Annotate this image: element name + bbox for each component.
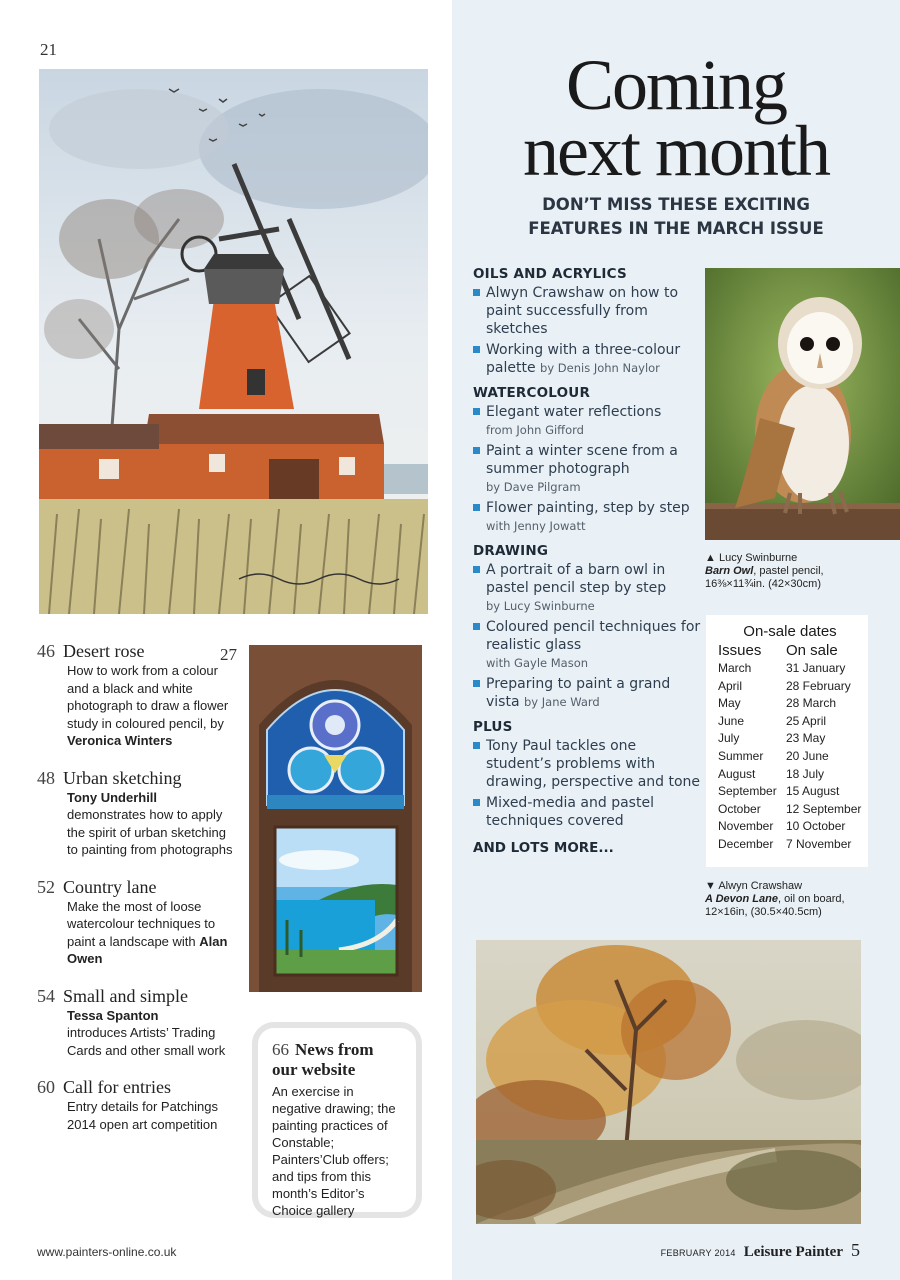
article-item[interactable] bbox=[37, 876, 237, 968]
footer-url[interactable]: www.painters-online.co.uk bbox=[37, 1245, 177, 1259]
feature-item[interactable] bbox=[473, 675, 701, 711]
feature-byline: by Jane Ward bbox=[524, 695, 600, 709]
caption-artist: Alwyn Crawshaw bbox=[718, 880, 803, 892]
issue-cell: August bbox=[718, 766, 756, 781]
table-row bbox=[718, 748, 862, 766]
feature-item[interactable] bbox=[473, 561, 701, 615]
table-row bbox=[718, 818, 862, 836]
article-item[interactable] bbox=[37, 640, 237, 750]
page-subtitle bbox=[452, 193, 900, 241]
article-desc: How to work from a colour and a black and white photograph to draw a flower study in coloured pencil, by bbox=[67, 663, 229, 731]
article-title: Urban sketching bbox=[63, 767, 182, 788]
feature-text: Preparing to paint a grand vista bbox=[486, 676, 671, 710]
caption-details: , pastel pencil, bbox=[753, 565, 824, 577]
table-row bbox=[718, 713, 862, 731]
feature-item[interactable] bbox=[473, 403, 701, 439]
caption-details: , oil on board, bbox=[777, 893, 845, 905]
issue-cell: March bbox=[718, 661, 752, 675]
feature-text: Mixed-media and pastel techniques covered bbox=[486, 795, 654, 829]
issue-cell: Summer bbox=[718, 748, 764, 763]
on-sale-dates-box bbox=[706, 615, 868, 867]
feature-text: A portrait of a barn owl in pastel pencil step by step bbox=[486, 562, 667, 596]
feature-item[interactable] bbox=[473, 341, 701, 377]
article-desc: Make the most of loose watercolour techniques to paint a landscape with bbox=[67, 898, 216, 949]
article-page-number: 48 bbox=[37, 767, 55, 788]
feature-byline: by Dave Pilgram bbox=[486, 480, 581, 494]
subtitle-line-1: DON’T MISS THESE EXCITING bbox=[542, 195, 810, 214]
table-row bbox=[718, 695, 862, 713]
issue-cell: December bbox=[718, 836, 774, 851]
and-more-text: AND LOTS MORE... bbox=[473, 840, 614, 856]
issue-cell: April bbox=[718, 678, 743, 693]
date-cell: 15 August bbox=[786, 784, 840, 799]
news-box[interactable] bbox=[252, 1022, 422, 1218]
feature-item[interactable] bbox=[473, 284, 701, 338]
stained-glass-painting bbox=[249, 645, 422, 992]
date-cell: 7 November bbox=[786, 836, 852, 851]
article-title: Call for entries bbox=[63, 1077, 171, 1097]
table-row bbox=[718, 783, 862, 801]
table-row bbox=[718, 730, 862, 748]
date-cell: 10 October bbox=[786, 819, 846, 834]
article-page-number: 52 bbox=[37, 876, 55, 897]
date-cell: 28 March bbox=[786, 696, 837, 711]
article-page-number: 46 bbox=[37, 641, 55, 661]
article-page-number: 54 bbox=[37, 985, 55, 1006]
article-list bbox=[37, 640, 237, 1150]
on-sale-title: On-sale dates bbox=[743, 623, 837, 640]
article-desc: introduces Artists’ Trading Cards and other small work bbox=[67, 1025, 226, 1058]
news-title: News from our website bbox=[272, 1040, 374, 1079]
feature-text: Alwyn Crawshaw on how to paint successfully from sketches bbox=[486, 285, 679, 337]
article-item[interactable] bbox=[37, 985, 237, 1060]
feature-text: Elegant water reflections bbox=[486, 404, 662, 420]
feature-text: Coloured pencil techniques for realistic glass bbox=[486, 619, 701, 653]
feature-byline: from John Gifford bbox=[486, 423, 584, 437]
page-ref-windmill: 21 bbox=[40, 40, 57, 59]
caption-marker: ▼ bbox=[705, 880, 716, 892]
subtitle-line-2: FEATURES IN THE MARCH ISSUE bbox=[528, 219, 824, 238]
article-title: Small and simple bbox=[63, 985, 188, 1006]
feature-item[interactable] bbox=[473, 737, 701, 791]
date-cell: 25 April bbox=[786, 713, 827, 728]
devon-lane-painting bbox=[476, 940, 861, 1224]
table-row bbox=[718, 801, 862, 819]
feature-item[interactable] bbox=[473, 618, 701, 672]
feature-list bbox=[473, 266, 701, 856]
table-row bbox=[718, 766, 862, 784]
section-heading: DRAWING bbox=[473, 543, 549, 559]
section-heading: PLUS bbox=[473, 719, 513, 735]
feature-text: Flower painting, step by step bbox=[486, 500, 690, 516]
date-cell: 31 January bbox=[786, 661, 846, 675]
article-author: Tony Underhill bbox=[67, 789, 158, 805]
owl-caption bbox=[705, 552, 900, 591]
article-page-number: 60 bbox=[37, 1077, 55, 1097]
windmill-painting bbox=[39, 69, 428, 614]
article-author: Veronica Winters bbox=[67, 733, 173, 748]
article-author: Alan Owen bbox=[67, 933, 228, 966]
table-row bbox=[718, 678, 862, 696]
feature-text: Working with a three-colour palette bbox=[486, 342, 681, 376]
table-row bbox=[718, 836, 862, 854]
feature-item[interactable] bbox=[473, 499, 701, 535]
caption-size: 16⅜×11¾in. (42×30cm) bbox=[705, 578, 821, 590]
page-ref-window: 27 bbox=[220, 645, 237, 664]
feature-byline: by Lucy Swinburne bbox=[486, 599, 595, 613]
feature-item[interactable] bbox=[473, 442, 701, 496]
title-line-2: next month bbox=[523, 111, 829, 191]
footer-masthead bbox=[661, 1240, 860, 1261]
barn-owl-painting bbox=[705, 268, 900, 540]
article-item[interactable] bbox=[37, 1076, 237, 1133]
caption-title: A Devon Lane bbox=[705, 893, 778, 905]
title-line-1: Coming bbox=[565, 45, 787, 125]
footer-issue: FEBRUARY 2014 bbox=[660, 1248, 736, 1258]
issue-cell: November bbox=[718, 819, 774, 834]
page-title bbox=[452, 45, 900, 191]
issue-cell: May bbox=[718, 696, 741, 711]
article-title: Country lane bbox=[63, 876, 157, 897]
article-desc: Entry details for Patchings 2014 open art competition bbox=[67, 1099, 219, 1132]
on-sale-table bbox=[718, 642, 862, 854]
table-row bbox=[718, 660, 862, 678]
footer-magazine-name: Leisure Painter bbox=[743, 1244, 843, 1260]
feature-text: Paint a winter scene from a summer photograph bbox=[486, 443, 678, 477]
date-cell: 23 May bbox=[786, 731, 826, 746]
date-cell: 28 February bbox=[786, 678, 851, 693]
issue-cell: October bbox=[718, 801, 761, 816]
article-title: Desert rose bbox=[63, 641, 145, 661]
issue-cell: June bbox=[718, 713, 745, 728]
section-heading: WATERCOLOUR bbox=[473, 385, 591, 401]
feature-item[interactable] bbox=[473, 794, 701, 830]
news-desc: An exercise in negative drawing; the painting practices of Constable; Painters’Club offers; and tips from this month’s Editor’s Choice gallery bbox=[272, 1084, 396, 1218]
feature-byline: by Denis John Naylor bbox=[540, 361, 660, 375]
caption-artist: Lucy Swinburne bbox=[718, 552, 798, 564]
section-heading: OILS AND ACRYLICS bbox=[473, 266, 627, 282]
news-page-number: 66 bbox=[272, 1040, 289, 1059]
date-cell: 18 July bbox=[786, 766, 825, 781]
date-cell: 20 June bbox=[786, 748, 829, 763]
footer-page-number: 5 bbox=[851, 1240, 860, 1260]
issue-cell: September bbox=[718, 784, 777, 799]
col-onsale-header: On sale bbox=[786, 642, 838, 659]
feature-byline: with Gayle Mason bbox=[486, 656, 589, 670]
article-desc: demonstrates how to apply the spirit of urban sketching to painting from photographs bbox=[67, 807, 233, 857]
issue-cell: July bbox=[718, 731, 740, 746]
lane-caption bbox=[705, 880, 895, 919]
article-item[interactable] bbox=[37, 767, 237, 859]
date-cell: 12 September bbox=[786, 801, 862, 816]
col-issues-header: Issues bbox=[718, 642, 762, 659]
caption-title: Barn Owl bbox=[705, 565, 754, 577]
article-author: Tessa Spanton bbox=[67, 1007, 159, 1023]
feature-text: Tony Paul tackles one student’s problems with drawing, perspective and tone bbox=[486, 738, 701, 790]
caption-marker: ▲ bbox=[705, 552, 716, 564]
feature-byline: with Jenny Jowatt bbox=[486, 519, 586, 533]
caption-size: 12×16in, (30.5×40.5cm) bbox=[705, 906, 822, 918]
